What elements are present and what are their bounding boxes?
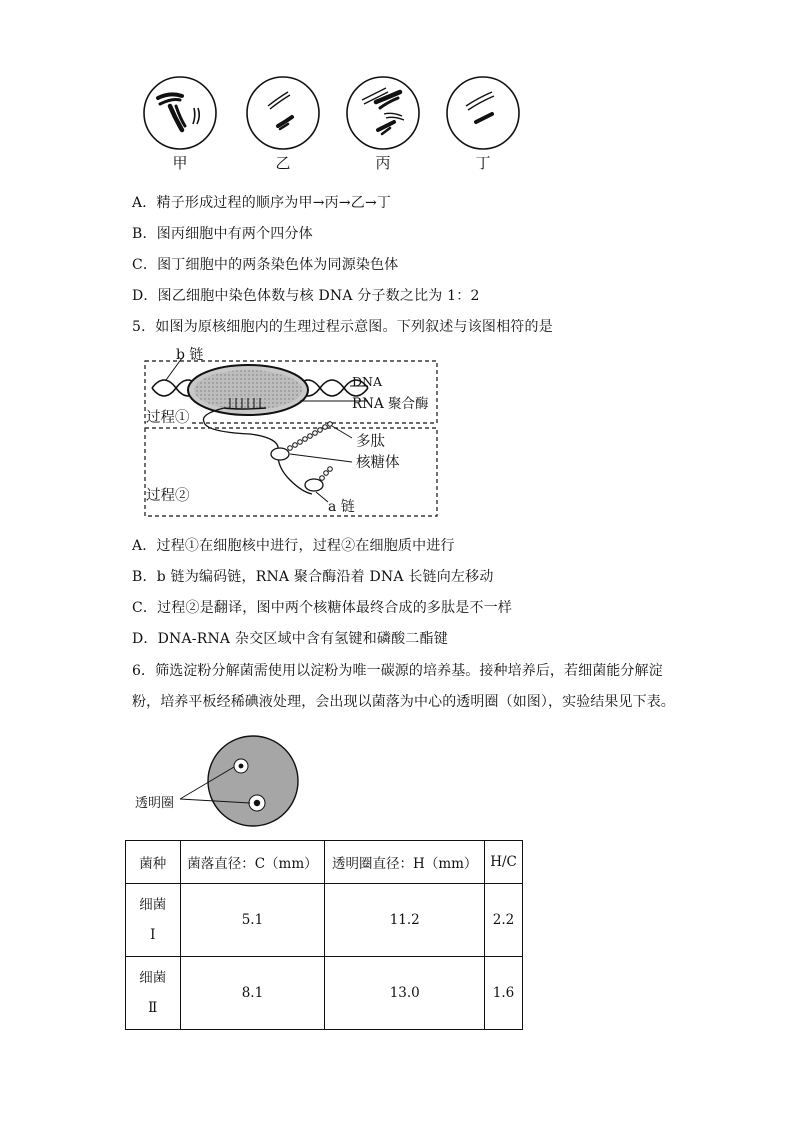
q4-option-c: C．图丁细胞中的两条染色体为同源染色体 — [132, 257, 399, 273]
strain-numeral: Ⅱ — [148, 1000, 158, 1016]
table-header: 透明圈直径：H（mm） — [325, 841, 485, 884]
q5-diagram — [140, 342, 440, 522]
q5-option-a: A．过程①在细胞核中进行，过程②在细胞质中进行 — [132, 538, 455, 554]
cell-label-ding: 丁 — [475, 154, 491, 172]
table-header: 菌落直径：C（mm） — [180, 841, 325, 884]
strain-name: 细菌 — [139, 897, 167, 913]
cell-label-bing: 丙 — [375, 154, 391, 172]
label-process-1: 过程① — [146, 406, 190, 427]
q5-option-b: B．b 链为编码链，RNA 聚合酶沿着 DNA 长链向左移动 — [132, 569, 494, 585]
strain-numeral: Ⅰ — [150, 927, 156, 943]
table-row — [126, 957, 523, 1030]
table-cell-strain — [126, 957, 181, 1030]
q4-option-d: D．图乙细胞中染色体数与核 DNA 分子数之比为 1：2 — [132, 288, 480, 304]
table-header-row — [126, 841, 523, 884]
cell-ding-drawing — [447, 77, 519, 149]
cell-label-yi: 乙 — [275, 154, 291, 172]
label-ribosome: 核糖体 — [356, 455, 400, 471]
label-b-chain: b 链 — [176, 347, 204, 363]
table-row — [126, 884, 523, 957]
q6-stem-line-2: 粉，培养平板经稀碘液处理，会出现以菌落为中心的透明圈（如图），实验结果见下表。 — [132, 694, 675, 710]
q4-option-b: B．图丙细胞中有两个四分体 — [132, 226, 313, 242]
table-cell-ratio: 1.6 — [485, 957, 523, 1030]
label-dna: DNA — [352, 374, 382, 389]
strain-name: 细菌 — [139, 970, 167, 986]
table-cell-halo-diameter: 13.0 — [325, 957, 485, 1030]
q5-stem: 5．如图为原核细胞内的生理过程示意图。下列叙述与该图相符的是 — [132, 319, 553, 335]
results-table — [125, 840, 523, 1030]
q5-option-d: D．DNA-RNA 杂交区域中含有氢键和磷酸二酯键 — [132, 631, 448, 647]
label-rna-polymerase: RNA 聚合酶 — [352, 396, 429, 412]
q4-option-a: A．精子形成过程的顺序为甲→丙→乙→丁 — [132, 195, 392, 211]
label-process-2: 过程② — [146, 488, 190, 504]
table-header: 菌种 — [126, 841, 181, 884]
label-a-chain: a 链 — [328, 499, 355, 515]
q6-stem-line-1: 6．筛选淀粉分解菌需使用以淀粉为唯一碳源的培养基。接种培养后，若细菌能分解淀 — [132, 663, 663, 679]
table-cell-strain — [126, 884, 181, 957]
q5-option-c: C．过程②是翻译，图中两个核糖体最终合成的多肽是不一样 — [132, 600, 513, 616]
cell-jia-drawing — [144, 77, 216, 149]
plate-leader-lines — [170, 755, 270, 815]
table-cell-colony-diameter: 8.1 — [180, 957, 325, 1030]
cell-diagrams — [130, 70, 530, 160]
table-header: H/C — [485, 841, 523, 884]
table-cell-ratio: 2.2 — [485, 884, 523, 957]
cell-bing-drawing — [347, 77, 419, 149]
cell-label-jia: 甲 — [172, 154, 188, 172]
label-polypeptide: 多肽 — [356, 434, 385, 450]
table-cell-colony-diameter: 5.1 — [180, 884, 325, 957]
cell-yi-drawing — [247, 77, 319, 149]
plate-label: 透明圈 — [135, 796, 175, 811]
table-cell-halo-diameter: 11.2 — [325, 884, 485, 957]
